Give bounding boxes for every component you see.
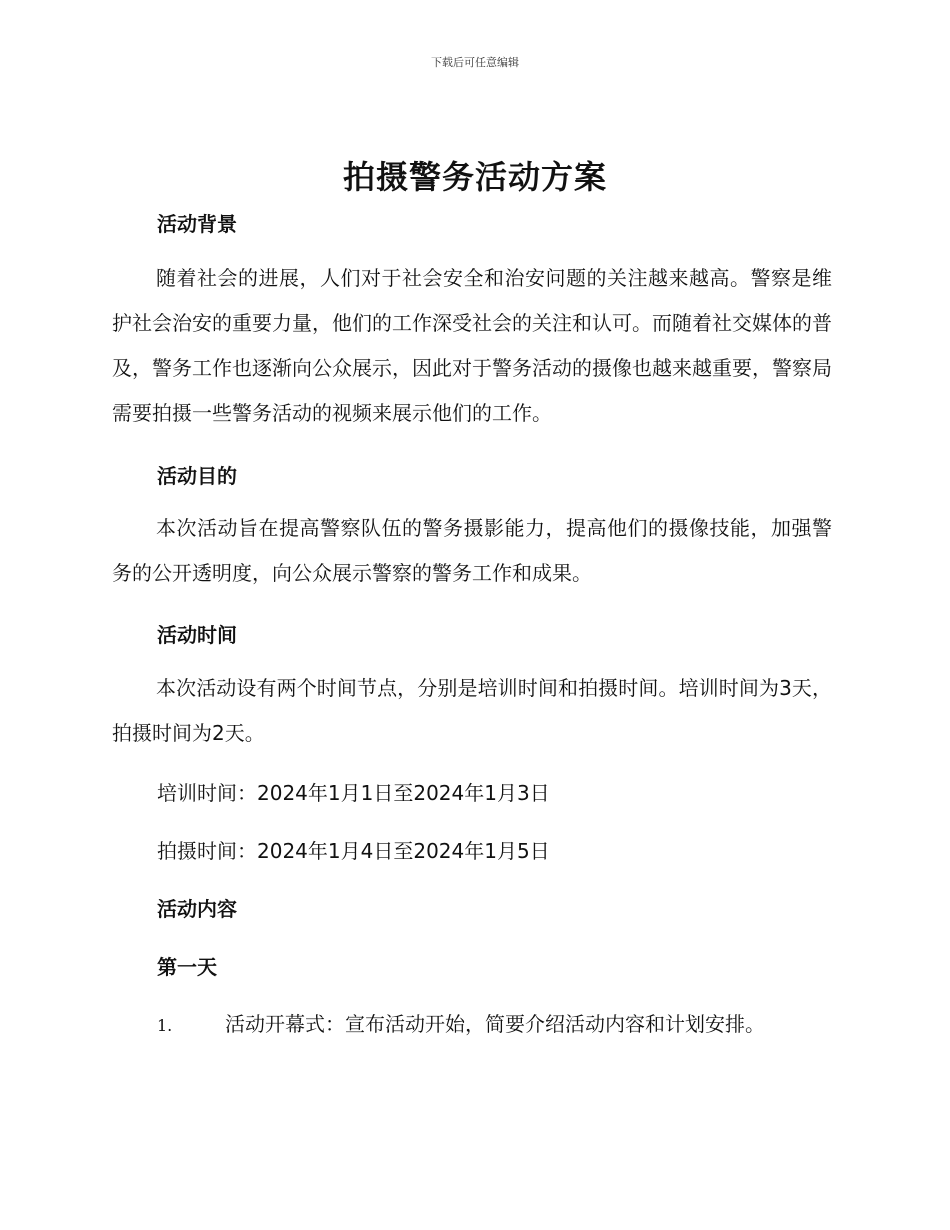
list-item-number: 1.: [157, 1016, 173, 1035]
shooting-time-line: 拍摄时间：2024年1月4日至2024年1月5日: [157, 839, 550, 863]
document-title: 拍摄警务活动方案: [342, 158, 607, 196]
list-item-text: 活动开幕式：宣布活动开始，简要介绍活动内容和计划安排。: [225, 1012, 765, 1036]
heading-purpose: 活动目的: [157, 464, 237, 488]
heading-day1: 第一天: [157, 955, 217, 979]
heading-background: 活动背景: [157, 212, 237, 236]
list-item: [157, 1008, 765, 1037]
header-note: 下载后可任意编辑: [431, 56, 519, 69]
heading-time: 活动时间: [157, 623, 237, 647]
paragraph-time: 本次活动设有两个时间节点，分别是培训时间和拍摄时间。培训时间为3天，拍摄时间为2天。: [112, 676, 832, 745]
paragraph-background: 随着社会的进展，人们对于社会安全和治安问题的关注越来越高。警察是维护社会治安的重要力量，他们的工作深受社会的关注和认可。而随着社交媒体的普及，警务工作也逐渐向公众展示，因此对于警务活动的摄像也越来越重要，警察局需要拍摄一些警务活动的视频来展示他们的工作。: [112, 266, 832, 425]
paragraph-purpose: 本次活动旨在提高警察队伍的警务摄影能力，提高他们的摄像技能，加强警务的公开透明度，向公众展示警察的警务工作和成果。: [112, 516, 832, 585]
heading-content: 活动内容: [157, 897, 237, 921]
training-time-line: 培训时间：2024年1月1日至2024年1月3日: [157, 781, 550, 805]
